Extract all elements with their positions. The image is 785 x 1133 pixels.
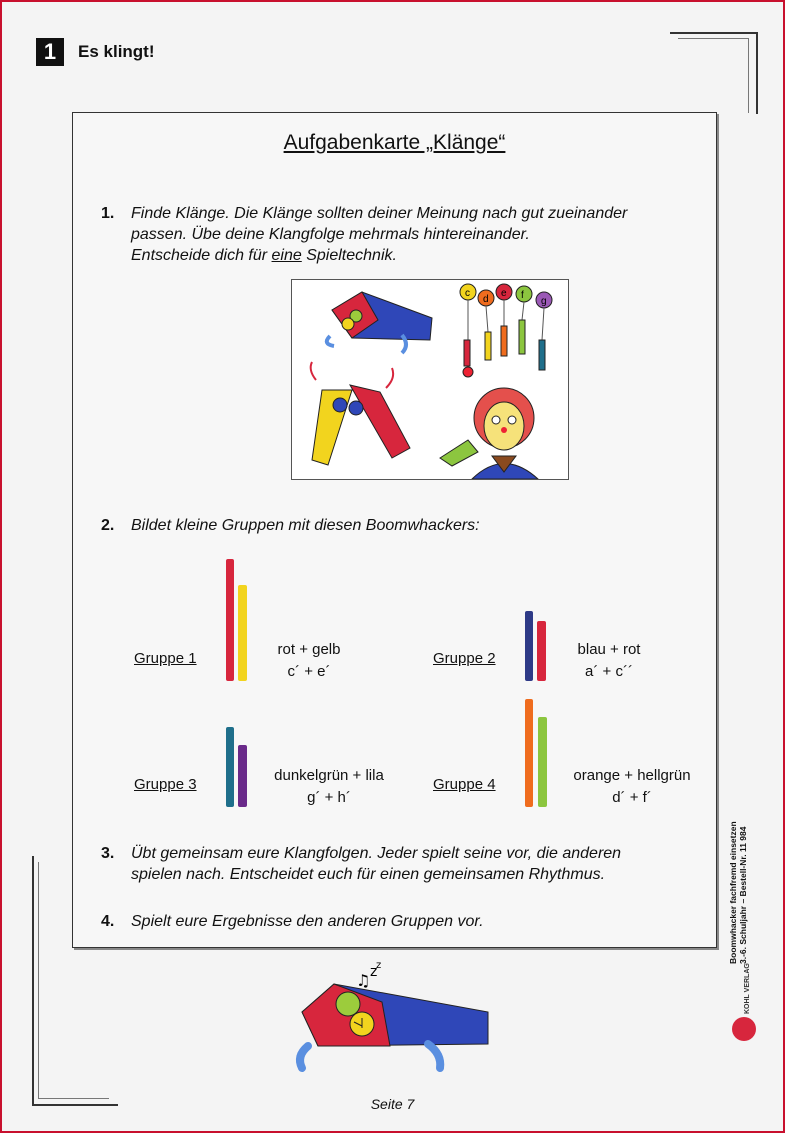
sidebar-credits [728, 794, 748, 964]
group-2-label: Gruppe 2 [433, 650, 496, 667]
task-2 [101, 515, 701, 536]
group-3-pitches: g´ + h´ [307, 789, 351, 806]
task-number: 3. [101, 845, 115, 862]
red-boomwhacker [226, 559, 234, 681]
task-1-line-3-post: Spieltechnik. [301, 247, 397, 264]
group-3-colors: dunkelgrün + lila [274, 767, 384, 784]
svg-text:z: z [376, 960, 382, 971]
group-4-notes [563, 765, 701, 809]
task-number: 4. [101, 913, 115, 930]
task-1-line-2: passen. Übe deine Klangfolge mehrmals hintereinander. [131, 226, 530, 243]
corner-top-right-inner [678, 38, 749, 113]
illustration-drawing [292, 280, 568, 479]
task-card [72, 112, 717, 948]
task-number: 2. [101, 517, 115, 534]
group-1-pitches: c´ + e´ [287, 663, 331, 680]
task-3-line-1: Übt gemeinsam eure Klangfolgen. Jeder spielt seine vor, die anderen [131, 845, 622, 862]
publisher-name: KOHL VERLAG [744, 963, 751, 1014]
task-1-emphasis: eine [271, 247, 302, 264]
yellow-boomwhacker [238, 585, 247, 681]
group-2-colors: blau + rot [577, 641, 641, 658]
note-balloons [460, 284, 552, 377]
task-4 [101, 911, 701, 932]
girl-figure [440, 388, 538, 479]
group-1-notes [267, 639, 351, 683]
purple-boomwhacker [238, 745, 247, 807]
red-boomwhacker [537, 621, 546, 681]
sidebar-line-1: Boomwhacker fachfremd einsetzen [728, 821, 738, 964]
mascot-illustration [278, 960, 500, 1078]
blue-boomwhacker [525, 611, 533, 681]
task-2-text: Bildet kleine Gruppen mit diesen Boomwhackers: [131, 517, 480, 534]
group-3-notes [263, 765, 395, 809]
balloon-letter: e [501, 288, 507, 299]
task-4-text: Spielt eure Ergebnisse den anderen Gruppen vor. [131, 913, 484, 930]
svg-text:z: z [370, 964, 378, 980]
orange-boomwhacker [525, 699, 533, 807]
task-1-line-1: Finde Klänge. Die Klänge sollten deiner Meinung nach gut zueinander [131, 205, 628, 222]
chapter-heading [36, 38, 155, 66]
chapter-title: Es klingt! [78, 42, 155, 61]
page-number: Seite 7 [370, 1096, 415, 1112]
group-4-label: Gruppe 4 [433, 776, 496, 793]
svg-text:♫: ♫ [356, 971, 371, 990]
balloon-letter: d [483, 294, 489, 305]
group-1-label: Gruppe 1 [134, 650, 197, 667]
group-2-notes [565, 639, 653, 683]
card-title: Aufgabenkarte „Klänge“ [283, 131, 506, 154]
publisher-logo [732, 1017, 756, 1041]
balloon-letter: f [521, 290, 524, 301]
group-2-pitches: a´ + c´´ [585, 663, 633, 680]
boomwhacker-illustration [291, 279, 569, 480]
crossed-boomwhacker-figure [311, 362, 410, 465]
sidebar-line-2: 3.-6. Schuljahr – Bestell-Nr. 11 984 [738, 826, 748, 964]
task-1-line-3 [131, 245, 701, 266]
chapter-number: 1 [36, 38, 64, 66]
task-1-line-3-pre: Entscheide dich für [131, 247, 272, 264]
group-3-label: Gruppe 3 [134, 776, 197, 793]
task-1 [101, 203, 701, 266]
balloon-letter: c [465, 288, 470, 299]
dark-green-boomwhacker [226, 727, 234, 807]
group-4-colors: orange + hellgrün [573, 767, 691, 784]
lying-boomwhacker-figure [327, 292, 432, 353]
group-4-pitches: d´ + f´ [612, 789, 652, 806]
task-number: 1. [101, 205, 115, 222]
task-3 [101, 843, 701, 885]
light-green-boomwhacker [538, 717, 547, 807]
balloon-letter: g [541, 296, 547, 307]
group-1-colors: rot + gelb [277, 641, 341, 658]
task-3-line-2: spielen nach. Entscheidet euch für einen gemeinsamen Rhythmus. [131, 866, 606, 883]
